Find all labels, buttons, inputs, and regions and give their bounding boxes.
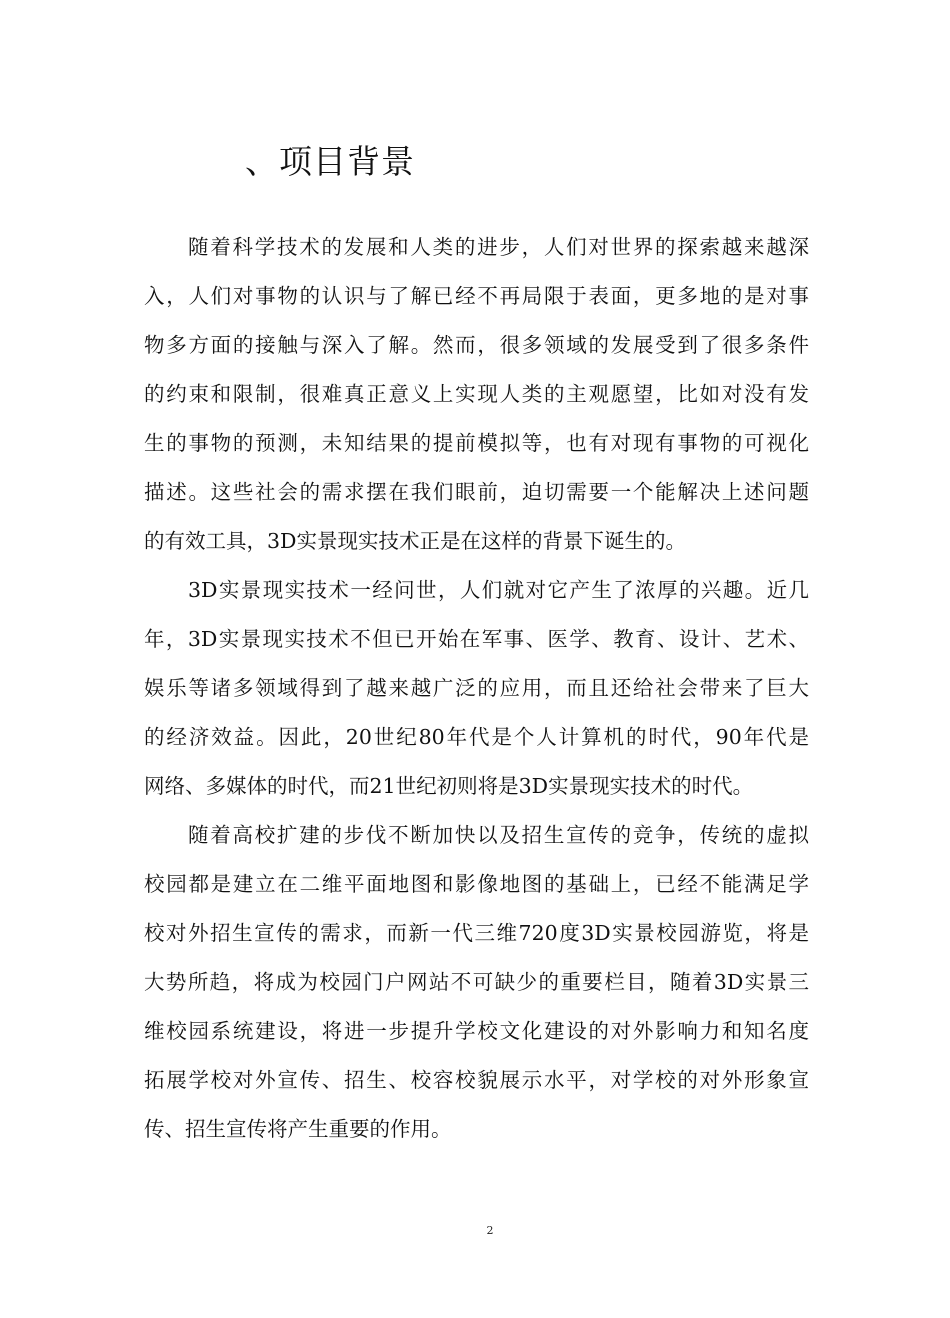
- text-line: 物多方面的接触与深入了解。然而，很多领域的发展受到了很多条件: [144, 333, 809, 357]
- text-line: 校园都是建立在二维平面地图和影像地图的基础上，已经不能满足学: [144, 872, 809, 896]
- paragraph-2: [144, 566, 809, 811]
- text-line: 3D实景现实技术一经问世，人们就对它产生了浓厚的兴趣。近几: [188, 578, 809, 602]
- paragraph-3: [144, 811, 809, 1154]
- text-line: 随着科学技术的发展和人类的进步，人们对世界的探索越来越深: [188, 235, 809, 259]
- text-line: 生的事物的预测，未知结果的提前模拟等，也有对现有事物的可视化: [144, 431, 809, 455]
- text-line: 校对外招生宣传的需求，而新一代三维720度3D实景校园游览，将是: [144, 921, 809, 945]
- text-line: 的约束和限制，很难真正意义上实现人类的主观愿望，比如对没有发: [144, 382, 809, 406]
- text-line: 年，3D实景现实技术不但已开始在军事、医学、教育、设计、艺术、: [144, 627, 809, 651]
- text-line: 网络、多媒体的时代，而21世纪初则将是3D实景现实技术的时代。: [144, 774, 754, 798]
- page-number: 2: [486, 1224, 494, 1237]
- text-line: 大势所趋，将成为校园门户网站不可缺少的重要栏目，随着3D实景三: [144, 970, 809, 994]
- text-line: 拓展学校对外宣传、招生、校容校貌展示水平，对学校的对外形象宣: [144, 1068, 809, 1092]
- text-line: 的经济效益。因此，20世纪80年代是个人计算机的时代，90年代是: [144, 725, 809, 749]
- text-line: 传、招生宣传将产生重要的作用。: [144, 1117, 452, 1141]
- text-line: 随着高校扩建的步伐不断加快以及招生宣传的竞争，传统的虚拟: [188, 823, 809, 847]
- text-line: 描述。这些社会的需求摆在我们眼前，迫切需要一个能解决上述问题: [144, 480, 809, 504]
- section-heading: 、项目背景: [245, 142, 415, 181]
- text-line: 维校园系统建设，将进一步提升学校文化建设的对外影响力和知名度: [144, 1019, 809, 1043]
- text-line: 入，人们对事物的认识与了解已经不再局限于表面，更多地的是对事: [144, 284, 809, 308]
- text-line: 的有效工具，3D实景现实技术正是在这样的背景下诞生的。: [144, 529, 686, 553]
- text-line: 娱乐等诸多领域得到了越来越广泛的应用，而且还给社会带来了巨大: [144, 676, 809, 700]
- body-text: [144, 223, 809, 1154]
- paragraph-1: [144, 223, 809, 566]
